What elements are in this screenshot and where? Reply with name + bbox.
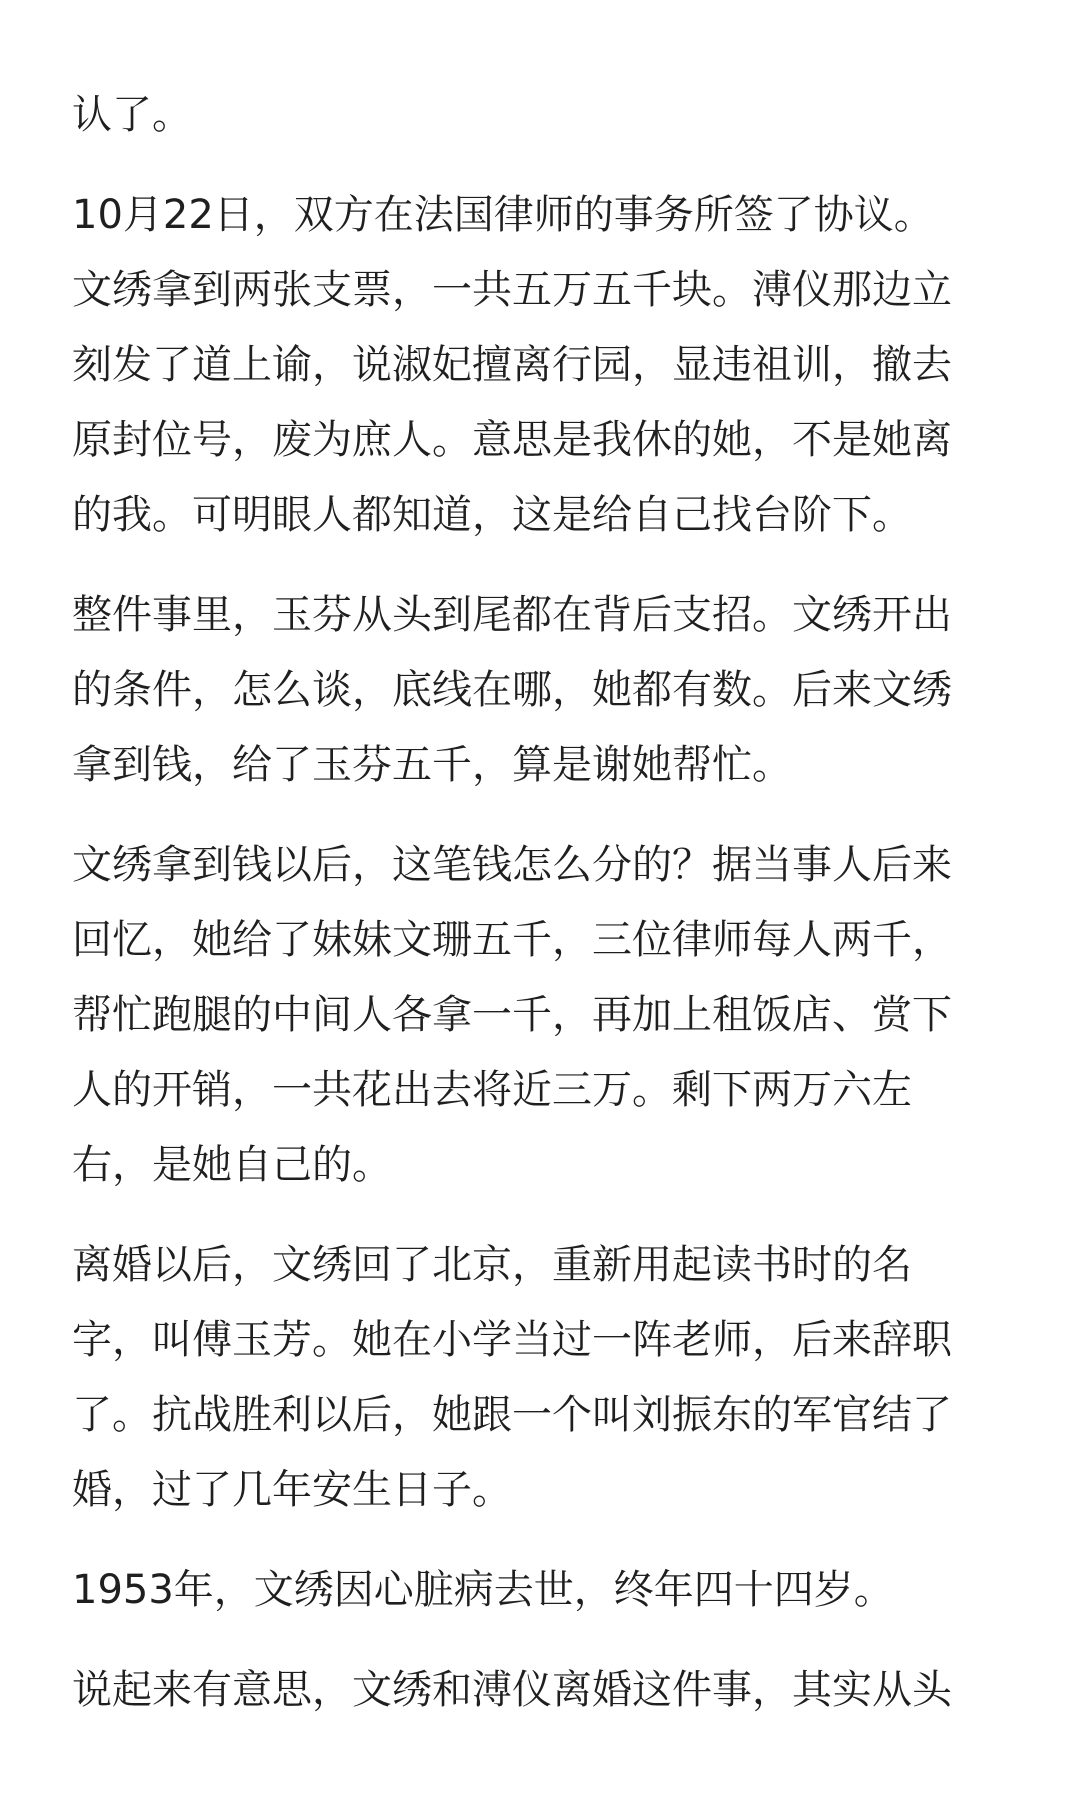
text-line: 离婚以后，文绣回了北京，重新用起读书时的名 [72,1242,912,1288]
text-line: 字，叫傅玉芳。她在小学当过一阵老师，后来辞职 [72,1317,952,1363]
text-line: 的条件，怎么谈，底线在哪，她都有数。后来文绣 [72,667,952,713]
article-body [72,78,1012,1753]
paragraph [72,1553,1012,1628]
paragraph [72,78,1012,153]
text-line: 帮忙跑腿的中间人各拿一千，再加上租饭店、赏下 [72,992,952,1038]
paragraph [72,578,1012,803]
text-line: 文绣拿到两张支票，一共五万五千块。溥仪那边立 [72,267,952,313]
paragraph [72,1653,1012,1728]
text-line: 10月22日，双方在法国律师的事务所签了协议。 [72,192,934,238]
text-line: 拿到钱，给了玉芬五千，算是谢她帮忙。 [72,742,792,788]
text-line: 整件事里，玉芬从头到尾都在背后支招。文绣开出 [72,592,952,638]
paragraph [72,1228,1012,1528]
text-line: 婚，过了几年安生日子。 [72,1467,512,1513]
text-line: 文绣拿到钱以后，这笔钱怎么分的？据当事人后来 [72,842,952,888]
text-line: 人的开销，一共花出去将近三万。剩下两万六左 [72,1067,912,1113]
text-line: 说起来有意思，文绣和溥仪离婚这件事，其实从头 [72,1667,952,1713]
text-line: 刻发了道上谕，说淑妃擅离行园，显违祖训，撤去 [72,342,952,388]
text-line: 1953年，文绣因心脏病去世，终年四十四岁。 [72,1567,894,1613]
paragraph [72,828,1012,1203]
text-line: 右，是她自己的。 [72,1142,392,1188]
text-line: 的我。可明眼人都知道，这是给自己找台阶下。 [72,492,912,538]
text-line: 回忆，她给了妹妹文珊五千，三位律师每人两千， [72,917,952,963]
text-line: 原封位号，废为庶人。意思是我休的她，不是她离 [72,417,952,463]
text-line: 认了。 [72,92,192,138]
text-line: 了。抗战胜利以后，她跟一个叫刘振东的军官结了 [72,1392,952,1438]
paragraph [72,178,1012,553]
